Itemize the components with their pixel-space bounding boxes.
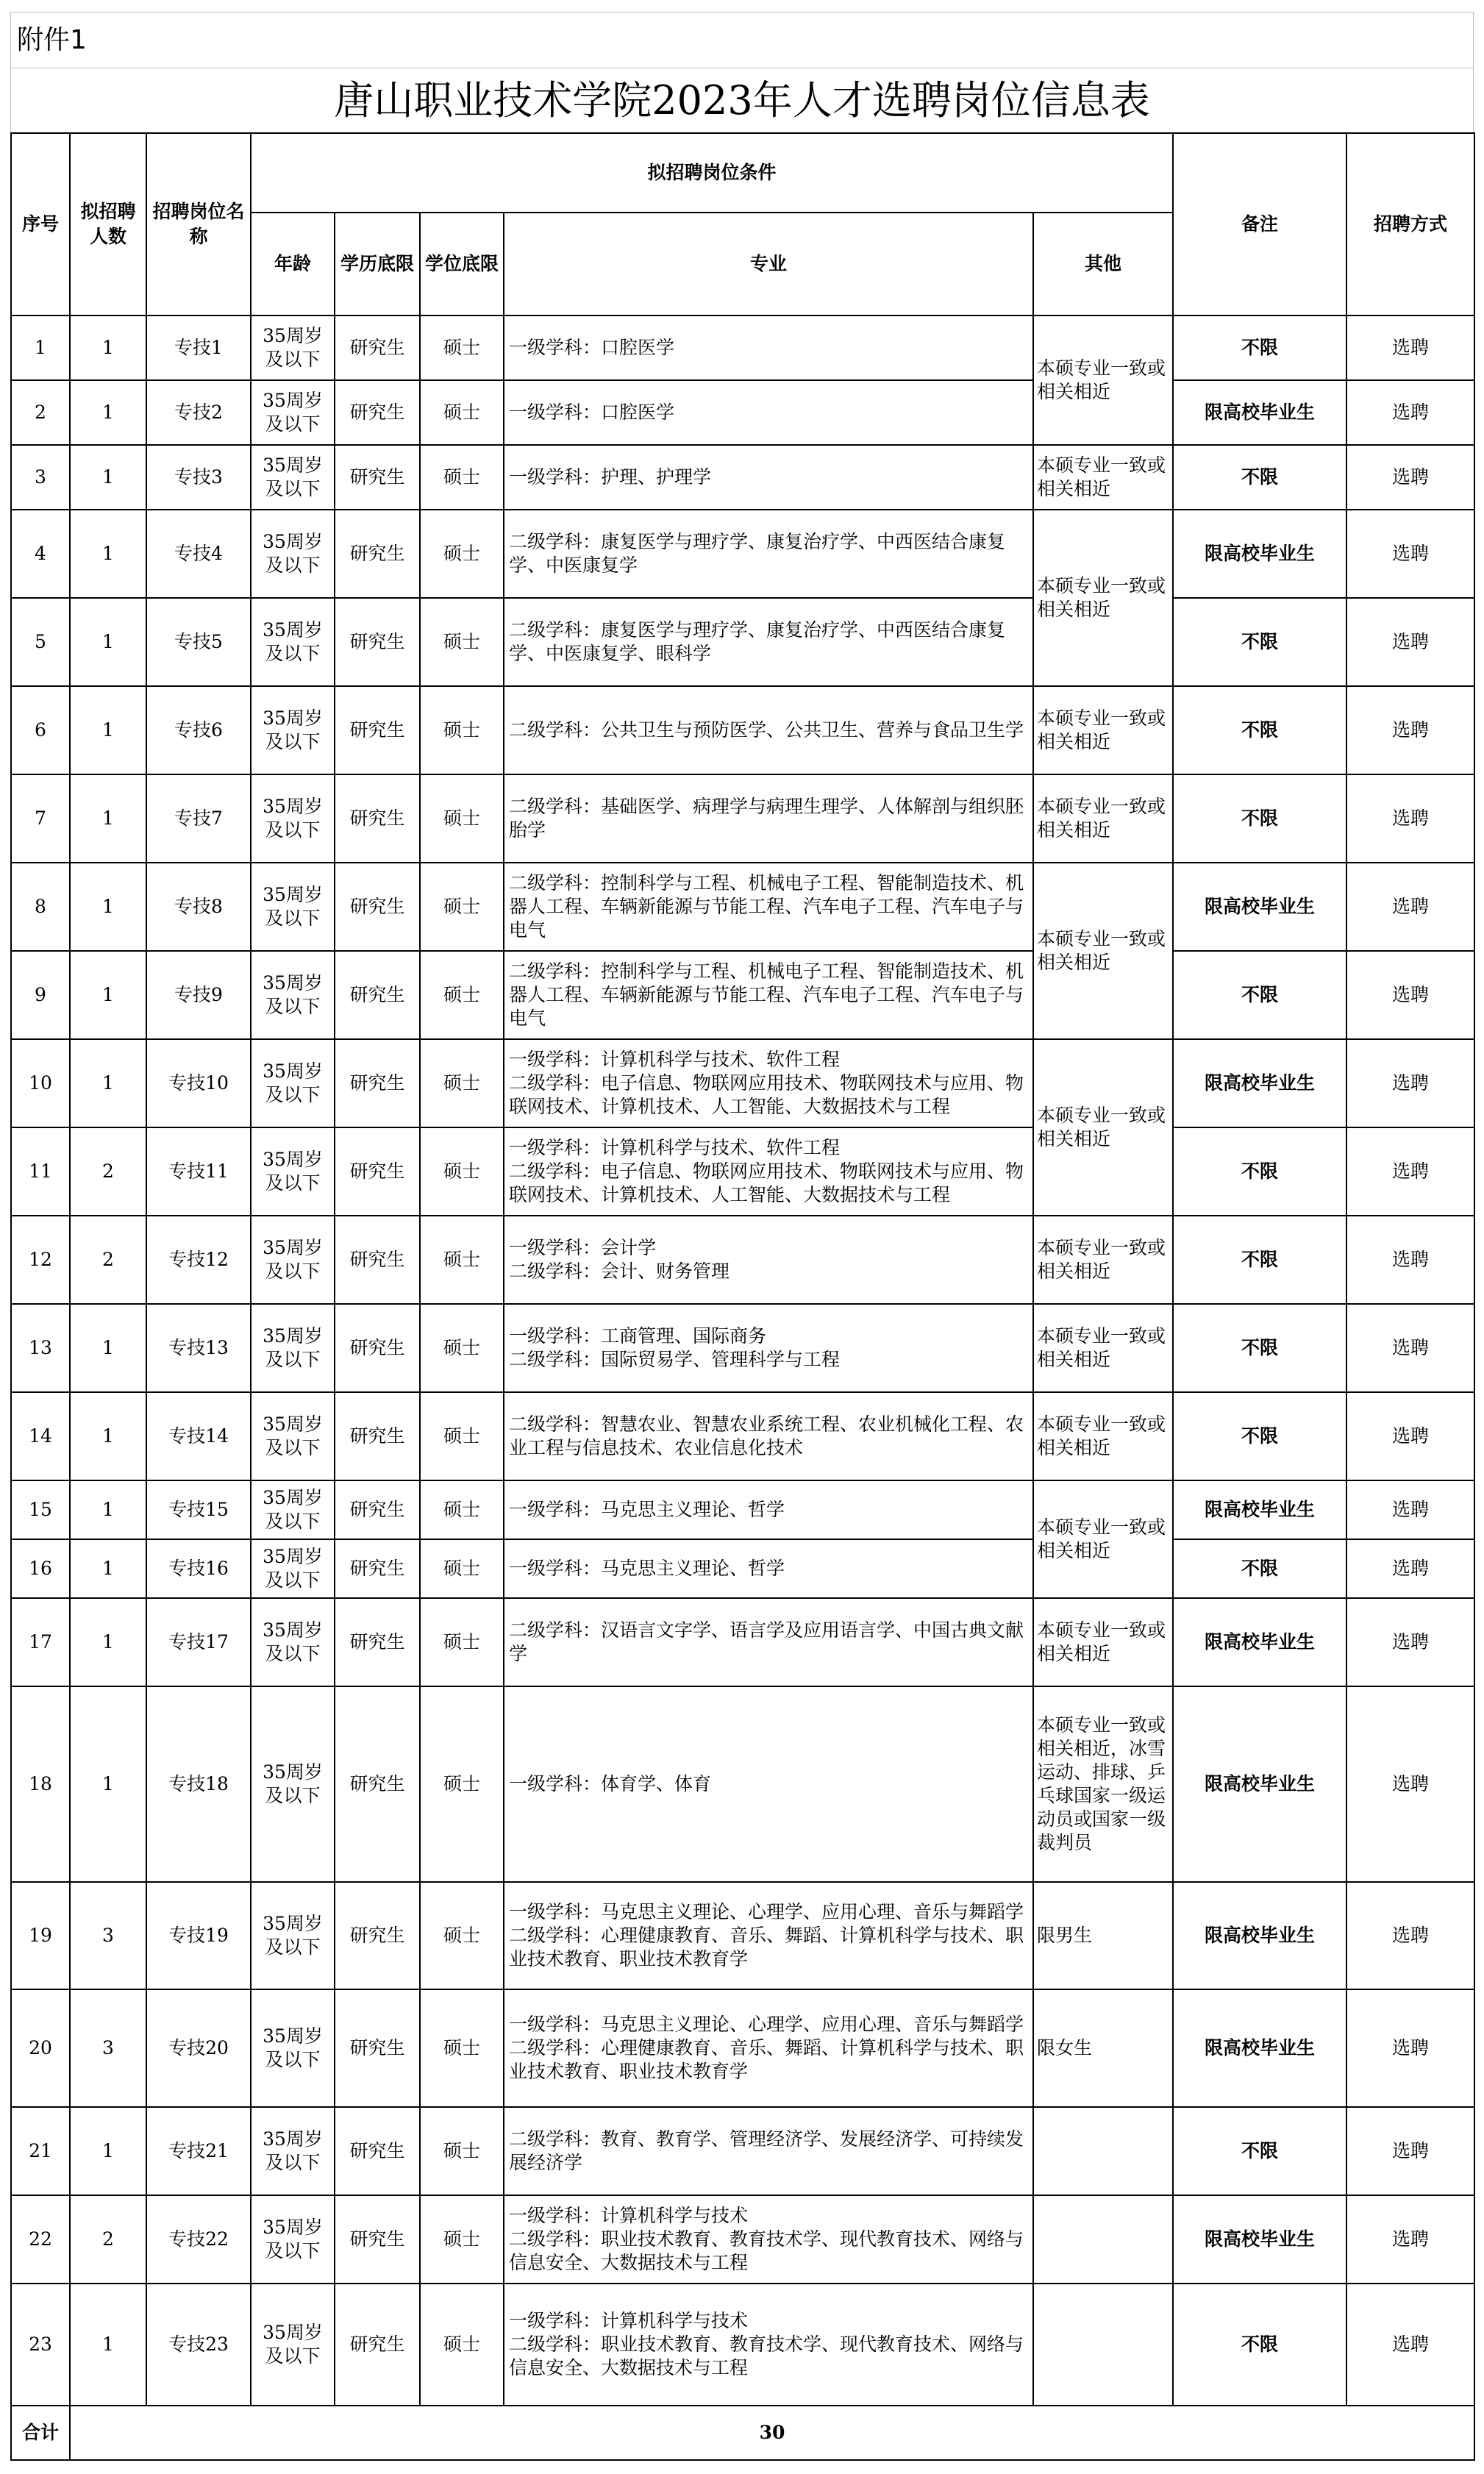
cell-major: 二级学科：基础医学、病理学与病理生理学、人体解剖与组织胚胎学 <box>504 774 1033 863</box>
cell-edu: 研究生 <box>335 1686 420 1882</box>
cell-count: 2 <box>70 1216 146 1304</box>
cell-other <box>1033 2107 1173 2195</box>
cell-post: 专技17 <box>146 1598 251 1686</box>
cell-seq: 14 <box>11 1392 70 1480</box>
cell-seq: 1 <box>11 316 70 380</box>
cell-major: 一级学科：工商管理、国际商务 二级学科：国际贸易学、管理科学与工程 <box>504 1304 1033 1392</box>
cell-method: 选聘 <box>1346 445 1474 510</box>
cell-count: 1 <box>70 774 146 863</box>
cell-note: 限高校毕业生 <box>1173 1480 1346 1539</box>
cell-seq: 23 <box>11 2284 70 2406</box>
cell-age: 35周岁及以下 <box>251 951 335 1039</box>
header-post: 招聘岗位名称 <box>146 133 251 316</box>
cell-degree: 硕士 <box>420 1882 504 1989</box>
cell-major: 二级学科：康复医学与理疗学、康复治疗学、中西医结合康复学、中医康复学、眼科学 <box>504 598 1033 686</box>
cell-seq: 20 <box>11 1989 70 2107</box>
cell-note: 不限 <box>1173 774 1346 863</box>
table-row <box>11 1039 1474 1127</box>
cell-count: 1 <box>70 1039 146 1127</box>
cell-degree: 硕士 <box>420 1392 504 1480</box>
cell-degree: 硕士 <box>420 445 504 510</box>
cell-count: 1 <box>70 510 146 598</box>
cell-edu: 研究生 <box>335 2107 420 2195</box>
cell-degree: 硕士 <box>420 863 504 951</box>
cell-note: 限高校毕业生 <box>1173 2195 1346 2284</box>
cell-other: 限女生 <box>1033 1989 1173 2107</box>
cell-major: 二级学科：汉语言文字学、语言学及应用语言学、中国古典文献学 <box>504 1598 1033 1686</box>
cell-post: 专技6 <box>146 686 251 774</box>
cell-other: 本硕专业一致或相关相近 <box>1033 1304 1173 1392</box>
cell-major: 二级学科：控制科学与工程、机械电子工程、智能制造技术、机器人工程、车辆新能源与节能工程、汽车电子工程、汽车电子与电气 <box>504 951 1033 1039</box>
cell-method: 选聘 <box>1346 1539 1474 1598</box>
cell-age: 35周岁及以下 <box>251 1216 335 1304</box>
cell-major: 一级学科：计算机科学与技术 二级学科：职业技术教育、教育技术学、现代教育技术、网络与信息安全、大数据技术与工程 <box>504 2195 1033 2284</box>
cell-major: 一级学科：马克思主义理论、心理学、应用心理、音乐与舞蹈学 二级学科：心理健康教育、音乐、舞蹈、计算机科学与技术、职业技术教育、职业技术教育学 <box>504 1882 1033 1989</box>
table-row <box>11 1686 1474 1882</box>
cell-age: 35周岁及以下 <box>251 2284 335 2406</box>
cell-other: 限男生 <box>1033 1882 1173 1989</box>
cell-edu: 研究生 <box>335 1539 420 1598</box>
cell-method: 选聘 <box>1346 774 1474 863</box>
cell-edu: 研究生 <box>335 1039 420 1127</box>
cell-edu: 研究生 <box>335 598 420 686</box>
cell-post: 专技11 <box>146 1127 251 1216</box>
recruitment-sheet <box>10 12 1474 2461</box>
cell-degree: 硕士 <box>420 316 504 380</box>
cell-age: 35周岁及以下 <box>251 598 335 686</box>
table-row <box>11 2195 1474 2284</box>
header-seq: 序号 <box>11 133 70 316</box>
cell-degree: 硕士 <box>420 1304 504 1392</box>
cell-note: 不限 <box>1173 2107 1346 2195</box>
cell-note: 不限 <box>1173 686 1346 774</box>
cell-post: 专技13 <box>146 1304 251 1392</box>
cell-major: 一级学科：计算机科学与技术、软件工程 二级学科：电子信息、物联网应用技术、物联网技术与应用、物联网技术、计算机技术、人工智能、大数据技术与工程 <box>504 1127 1033 1216</box>
table-row <box>11 1216 1474 1304</box>
cell-degree: 硕士 <box>420 510 504 598</box>
cell-edu: 研究生 <box>335 1127 420 1216</box>
table-row <box>11 1480 1474 1539</box>
cell-count: 1 <box>70 951 146 1039</box>
cell-method: 选聘 <box>1346 1216 1474 1304</box>
cell-age: 35周岁及以下 <box>251 2107 335 2195</box>
table-row <box>11 316 1474 380</box>
cell-note: 限高校毕业生 <box>1173 1989 1346 2107</box>
cell-degree: 硕士 <box>420 1039 504 1127</box>
cell-other <box>1033 2284 1173 2406</box>
cell-post: 专技20 <box>146 1989 251 2107</box>
cell-note: 不限 <box>1173 1392 1346 1480</box>
cell-degree: 硕士 <box>420 1686 504 1882</box>
cell-note: 不限 <box>1173 1127 1346 1216</box>
cell-count: 1 <box>70 1686 146 1882</box>
cell-post: 专技21 <box>146 2107 251 2195</box>
cell-seq: 13 <box>11 1304 70 1392</box>
table-row <box>11 510 1474 598</box>
cell-post: 专技22 <box>146 2195 251 2284</box>
table-row <box>11 1989 1474 2107</box>
cell-major: 二级学科：教育、教育学、管理经济学、发展经济学、可持续发展经济学 <box>504 2107 1033 2195</box>
cell-edu: 研究生 <box>335 686 420 774</box>
table-body <box>11 316 1474 2406</box>
cell-post: 专技7 <box>146 774 251 863</box>
cell-major: 一级学科：计算机科学与技术、软件工程 二级学科：电子信息、物联网应用技术、物联网技术与应用、物联网技术、计算机技术、人工智能、大数据技术与工程 <box>504 1039 1033 1127</box>
header-note: 备注 <box>1173 133 1346 316</box>
table-row <box>11 2107 1474 2195</box>
cell-post: 专技14 <box>146 1392 251 1480</box>
cell-degree: 硕士 <box>420 2107 504 2195</box>
cell-age: 35周岁及以下 <box>251 316 335 380</box>
header-count: 拟招聘人数 <box>70 133 146 316</box>
cell-edu: 研究生 <box>335 1598 420 1686</box>
cell-age: 35周岁及以下 <box>251 686 335 774</box>
header-edu: 学历底限 <box>335 213 420 316</box>
table-row <box>11 686 1474 774</box>
cell-method: 选聘 <box>1346 316 1474 380</box>
table-row <box>11 863 1474 951</box>
cell-count: 1 <box>70 445 146 510</box>
cell-degree: 硕士 <box>420 380 504 445</box>
cell-edu: 研究生 <box>335 380 420 445</box>
cell-major: 一级学科：口腔医学 <box>504 380 1033 445</box>
cell-age: 35周岁及以下 <box>251 1127 335 1216</box>
cell-note: 限高校毕业生 <box>1173 1598 1346 1686</box>
cell-other: 本硕专业一致或相关相近 <box>1033 1216 1173 1304</box>
cell-count: 2 <box>70 2195 146 2284</box>
table-row <box>11 1127 1474 1216</box>
cell-other: 本硕专业一致或相关相近 <box>1033 445 1173 510</box>
cell-post: 专技19 <box>146 1882 251 1989</box>
cell-major: 一级学科：计算机科学与技术 二级学科：职业技术教育、教育技术学、现代教育技术、网络与信息安全、大数据技术与工程 <box>504 2284 1033 2406</box>
cell-seq: 18 <box>11 1686 70 1882</box>
cell-method: 选聘 <box>1346 1598 1474 1686</box>
cell-post: 专技5 <box>146 598 251 686</box>
cell-other: 本硕专业一致或相关相近 <box>1033 774 1173 863</box>
cell-count: 1 <box>70 1598 146 1686</box>
cell-post: 专技3 <box>146 445 251 510</box>
cell-post: 专技1 <box>146 316 251 380</box>
cell-note: 不限 <box>1173 445 1346 510</box>
cell-edu: 研究生 <box>335 774 420 863</box>
table-row <box>11 1598 1474 1686</box>
cell-count: 1 <box>70 863 146 951</box>
cell-method: 选聘 <box>1346 1480 1474 1539</box>
table-row <box>11 1392 1474 1480</box>
cell-method: 选聘 <box>1346 1882 1474 1989</box>
cell-edu: 研究生 <box>335 445 420 510</box>
cell-edu: 研究生 <box>335 1392 420 1480</box>
cell-post: 专技2 <box>146 380 251 445</box>
cell-age: 35周岁及以下 <box>251 1686 335 1882</box>
cell-degree: 硕士 <box>420 686 504 774</box>
cell-seq: 2 <box>11 380 70 445</box>
cell-edu: 研究生 <box>335 863 420 951</box>
cell-major: 一级学科：马克思主义理论、哲学 <box>504 1539 1033 1598</box>
cell-major: 二级学科：控制科学与工程、机械电子工程、智能制造技术、机器人工程、车辆新能源与节能工程、汽车电子工程、汽车电子与电气 <box>504 863 1033 951</box>
table-row <box>11 598 1474 686</box>
table-row <box>11 1539 1474 1598</box>
cell-edu: 研究生 <box>335 316 420 380</box>
cell-note: 不限 <box>1173 598 1346 686</box>
cell-edu: 研究生 <box>335 510 420 598</box>
cell-major: 一级学科：马克思主义理论、心理学、应用心理、音乐与舞蹈学 二级学科：心理健康教育、音乐、舞蹈、计算机科学与技术、职业技术教育、职业技术教育学 <box>504 1989 1033 2107</box>
cell-other: 本硕专业一致或相关相近 <box>1033 510 1173 686</box>
cell-count: 1 <box>70 1480 146 1539</box>
cell-major: 一级学科：体育学、体育 <box>504 1686 1033 1882</box>
table-row <box>11 380 1474 445</box>
table-row <box>11 1304 1474 1392</box>
cell-edu: 研究生 <box>335 1216 420 1304</box>
cell-post: 专技9 <box>146 951 251 1039</box>
cell-seq: 19 <box>11 1882 70 1989</box>
cell-age: 35周岁及以下 <box>251 510 335 598</box>
cell-post: 专技18 <box>146 1686 251 1882</box>
cell-count: 1 <box>70 686 146 774</box>
cell-count: 1 <box>70 380 146 445</box>
cell-method: 选聘 <box>1346 1127 1474 1216</box>
cell-degree: 硕士 <box>420 1539 504 1598</box>
cell-note: 限高校毕业生 <box>1173 1039 1346 1127</box>
cell-method: 选聘 <box>1346 1304 1474 1392</box>
cell-age: 35周岁及以下 <box>251 1882 335 1989</box>
cell-count: 3 <box>70 1882 146 1989</box>
cell-age: 35周岁及以下 <box>251 1480 335 1539</box>
cell-other: 本硕专业一致或相关相近 <box>1033 316 1173 445</box>
cell-seq: 22 <box>11 2195 70 2284</box>
cell-edu: 研究生 <box>335 2284 420 2406</box>
cell-count: 1 <box>70 2107 146 2195</box>
cell-other: 本硕专业一致或相关相近 <box>1033 863 1173 1039</box>
cell-age: 35周岁及以下 <box>251 1989 335 2107</box>
cell-degree: 硕士 <box>420 951 504 1039</box>
cell-major: 二级学科：智慧农业、智慧农业系统工程、农业机械化工程、农业工程与信息技术、农业信息化技术 <box>504 1392 1033 1480</box>
table-row <box>11 774 1474 863</box>
cell-major: 二级学科：康复医学与理疗学、康复治疗学、中西医结合康复学、中医康复学 <box>504 510 1033 598</box>
positions-table <box>10 132 1475 2461</box>
cell-method: 选聘 <box>1346 510 1474 598</box>
cell-age: 35周岁及以下 <box>251 1598 335 1686</box>
header-major: 专业 <box>504 213 1033 316</box>
cell-edu: 研究生 <box>335 1304 420 1392</box>
cell-age: 35周岁及以下 <box>251 1539 335 1598</box>
page-title: 唐山职业技术学院2023年人才选聘岗位信息表 <box>10 68 1474 132</box>
cell-edu: 研究生 <box>335 1882 420 1989</box>
cell-other: 本硕专业一致或相关相近 <box>1033 1039 1173 1216</box>
cell-age: 35周岁及以下 <box>251 863 335 951</box>
cell-degree: 硕士 <box>420 1480 504 1539</box>
cell-method: 选聘 <box>1346 863 1474 951</box>
cell-other: 本硕专业一致或相关相近 <box>1033 1598 1173 1686</box>
cell-degree: 硕士 <box>420 2195 504 2284</box>
cell-note: 不限 <box>1173 1539 1346 1598</box>
cell-age: 35周岁及以下 <box>251 2195 335 2284</box>
cell-major: 一级学科：会计学 二级学科：会计、财务管理 <box>504 1216 1033 1304</box>
table-row <box>11 2284 1474 2406</box>
cell-count: 1 <box>70 598 146 686</box>
cell-note: 限高校毕业生 <box>1173 1686 1346 1882</box>
cell-seq: 4 <box>11 510 70 598</box>
cell-count: 1 <box>70 2284 146 2406</box>
cell-major: 一级学科：口腔医学 <box>504 316 1033 380</box>
cell-other: 本硕专业一致或相关相近 <box>1033 1392 1173 1480</box>
cell-note: 限高校毕业生 <box>1173 510 1346 598</box>
table-row <box>11 951 1474 1039</box>
total-value: 30 <box>70 2406 1474 2460</box>
cell-major: 一级学科：护理、护理学 <box>504 445 1033 510</box>
table-row <box>11 445 1474 510</box>
cell-seq: 8 <box>11 863 70 951</box>
cell-post: 专技23 <box>146 2284 251 2406</box>
cell-seq: 3 <box>11 445 70 510</box>
cell-count: 1 <box>70 1539 146 1598</box>
cell-method: 选聘 <box>1346 2107 1474 2195</box>
cell-seq: 12 <box>11 1216 70 1304</box>
cell-degree: 硕士 <box>420 1216 504 1304</box>
cell-seq: 5 <box>11 598 70 686</box>
cell-seq: 16 <box>11 1539 70 1598</box>
cell-note: 不限 <box>1173 951 1346 1039</box>
cell-other <box>1033 2195 1173 2284</box>
cell-method: 选聘 <box>1346 2284 1474 2406</box>
cell-seq: 6 <box>11 686 70 774</box>
cell-age: 35周岁及以下 <box>251 774 335 863</box>
cell-degree: 硕士 <box>420 1989 504 2107</box>
cell-count: 1 <box>70 316 146 380</box>
cell-method: 选聘 <box>1346 1989 1474 2107</box>
cell-seq: 7 <box>11 774 70 863</box>
header-age: 年龄 <box>251 213 335 316</box>
cell-count: 3 <box>70 1989 146 2107</box>
cell-post: 专技12 <box>146 1216 251 1304</box>
cell-edu: 研究生 <box>335 2195 420 2284</box>
cell-edu: 研究生 <box>335 1989 420 2107</box>
cell-degree: 硕士 <box>420 1127 504 1216</box>
cell-note: 限高校毕业生 <box>1173 1882 1346 1989</box>
cell-method: 选聘 <box>1346 1686 1474 1882</box>
attachment-label: 附件1 <box>10 12 1474 68</box>
cell-degree: 硕士 <box>420 2284 504 2406</box>
cell-count: 1 <box>70 1392 146 1480</box>
cell-post: 专技4 <box>146 510 251 598</box>
cell-edu: 研究生 <box>335 951 420 1039</box>
cell-method: 选聘 <box>1346 380 1474 445</box>
header-conditions: 拟招聘岗位条件 <box>251 133 1173 213</box>
cell-major: 二级学科：公共卫生与预防医学、公共卫生、营养与食品卫生学 <box>504 686 1033 774</box>
cell-other: 本硕专业一致或相关相近 <box>1033 1480 1173 1598</box>
cell-age: 35周岁及以下 <box>251 445 335 510</box>
cell-seq: 11 <box>11 1127 70 1216</box>
cell-note: 不限 <box>1173 2284 1346 2406</box>
cell-note: 不限 <box>1173 1216 1346 1304</box>
cell-age: 35周岁及以下 <box>251 1304 335 1392</box>
cell-count: 1 <box>70 1304 146 1392</box>
cell-note: 限高校毕业生 <box>1173 863 1346 951</box>
header-other: 其他 <box>1033 213 1173 316</box>
cell-note: 限高校毕业生 <box>1173 380 1346 445</box>
cell-note: 不限 <box>1173 1304 1346 1392</box>
cell-age: 35周岁及以下 <box>251 1039 335 1127</box>
cell-seq: 21 <box>11 2107 70 2195</box>
cell-method: 选聘 <box>1346 686 1474 774</box>
header-degree: 学位底限 <box>420 213 504 316</box>
cell-other: 本硕专业一致或相关相近，冰雪运动、排球、乒乓球国家一级运动员或国家一级裁判员 <box>1033 1686 1173 1882</box>
cell-post: 专技10 <box>146 1039 251 1127</box>
header-method: 招聘方式 <box>1346 133 1474 316</box>
cell-seq: 9 <box>11 951 70 1039</box>
cell-edu: 研究生 <box>335 1480 420 1539</box>
cell-degree: 硕士 <box>420 598 504 686</box>
cell-post: 专技16 <box>146 1539 251 1598</box>
cell-major: 一级学科：马克思主义理论、哲学 <box>504 1480 1033 1539</box>
cell-seq: 17 <box>11 1598 70 1686</box>
cell-age: 35周岁及以下 <box>251 380 335 445</box>
cell-method: 选聘 <box>1346 598 1474 686</box>
cell-degree: 硕士 <box>420 1598 504 1686</box>
cell-method: 选聘 <box>1346 1039 1474 1127</box>
total-label: 合计 <box>11 2406 70 2460</box>
cell-method: 选聘 <box>1346 1392 1474 1480</box>
cell-note: 不限 <box>1173 316 1346 380</box>
cell-method: 选聘 <box>1346 951 1474 1039</box>
cell-post: 专技15 <box>146 1480 251 1539</box>
cell-post: 专技8 <box>146 863 251 951</box>
cell-count: 2 <box>70 1127 146 1216</box>
cell-method: 选聘 <box>1346 2195 1474 2284</box>
cell-seq: 10 <box>11 1039 70 1127</box>
table-row <box>11 1882 1474 1989</box>
cell-degree: 硕士 <box>420 774 504 863</box>
cell-age: 35周岁及以下 <box>251 1392 335 1480</box>
cell-seq: 15 <box>11 1480 70 1539</box>
cell-other: 本硕专业一致或相关相近 <box>1033 686 1173 774</box>
